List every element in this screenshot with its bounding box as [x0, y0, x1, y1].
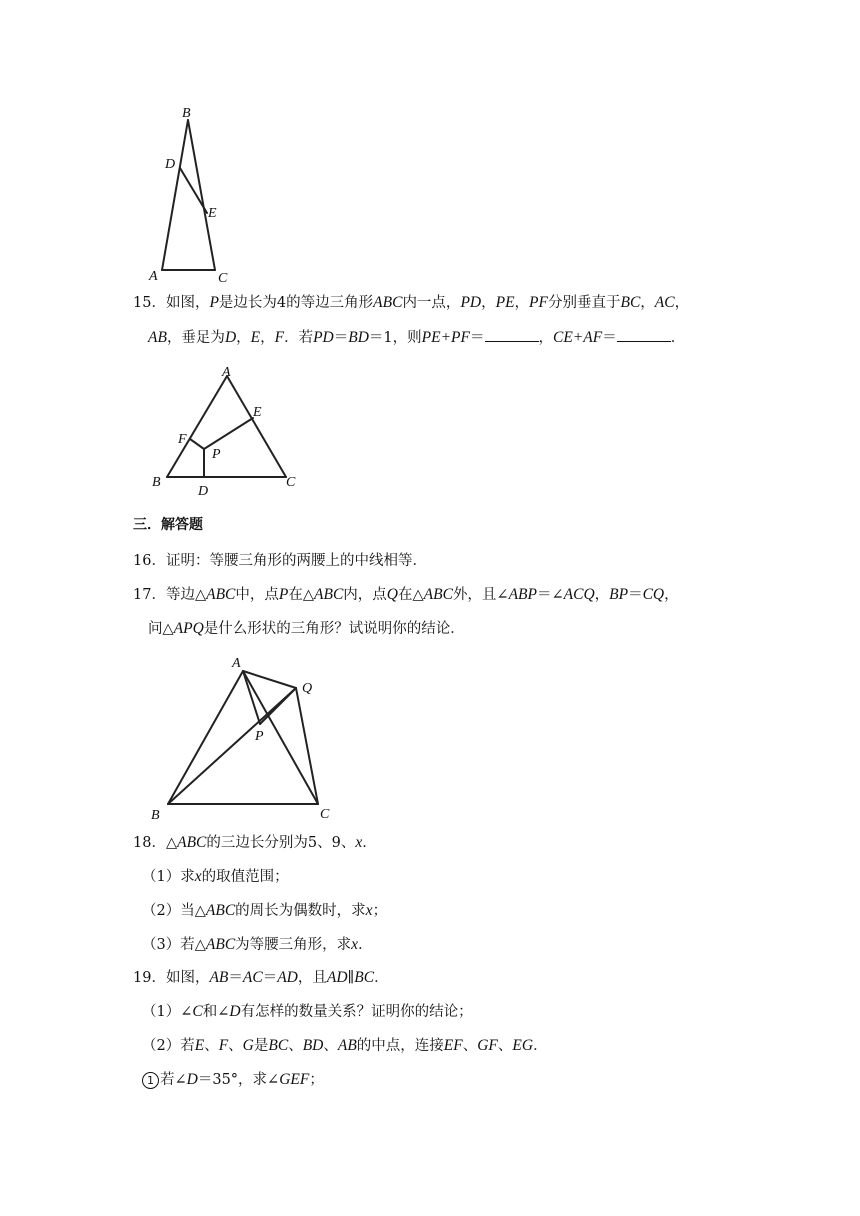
text: 等边△ [165, 587, 207, 603]
segment-ab [168, 671, 243, 804]
var: CE+AF [553, 329, 603, 346]
text: 在△ [288, 587, 315, 603]
var: AD [326, 969, 348, 986]
var: ABC [177, 834, 207, 851]
text: ， [664, 587, 679, 603]
text: ， [640, 295, 655, 311]
var: ABC [423, 586, 453, 603]
text: 的周长为偶数时，求 [235, 903, 366, 919]
segment-pq [260, 688, 296, 724]
text: 中，点 [235, 587, 279, 603]
var: x [355, 834, 363, 851]
segment-bc [188, 120, 215, 270]
var: C [192, 1003, 203, 1020]
q18-sub2 [142, 901, 387, 921]
text: ＝35°，求∠ [197, 1072, 280, 1088]
circled-number: 1 [142, 1072, 159, 1089]
text: 是什么形状的三角形？试说明你的结论． [203, 621, 465, 637]
text: 是边长为4的等边三角形 [218, 295, 374, 311]
figure-q14-svg [140, 100, 250, 290]
text: ，垂足为 [166, 330, 225, 346]
text: 如图， [165, 970, 210, 986]
text: 的取值范围； [201, 869, 289, 885]
question-number: 16． [133, 553, 166, 569]
var: E [194, 1037, 205, 1054]
var: AB [337, 1037, 357, 1054]
label-f: F [178, 432, 187, 447]
label-b: B [152, 475, 161, 490]
figure-q15 [150, 360, 310, 500]
figure-q14 [140, 100, 250, 290]
q19-line1 [133, 968, 389, 988]
label-c: C [320, 807, 330, 822]
answer-blank-2[interactable] [617, 327, 671, 342]
var: APQ [173, 620, 204, 637]
segment-ba [162, 120, 188, 270]
section-heading: 三．解答题 [133, 517, 203, 533]
text: 、 [228, 1038, 243, 1054]
text: 的中点，连接 [356, 1038, 444, 1054]
text: 和∠ [202, 1004, 230, 1020]
var: EG [512, 1037, 534, 1054]
label-b: B [182, 106, 191, 121]
text: ．若 [284, 330, 314, 346]
text: ＝ [628, 587, 643, 603]
text: 外，且∠ [452, 587, 509, 603]
text: ＝ [470, 330, 485, 346]
var: ABC [206, 586, 236, 603]
q18-sub3 [142, 935, 373, 955]
text: ＝ [262, 970, 278, 986]
text: （3）若△ [142, 937, 206, 953]
text: ． [362, 835, 377, 851]
text: 、 [288, 1038, 303, 1054]
segment-bq [168, 688, 296, 804]
text: ， [481, 295, 496, 311]
var: F [218, 1037, 229, 1054]
text: ∥ [347, 970, 355, 986]
var: CQ [642, 586, 665, 603]
var: x [194, 868, 202, 885]
q15-line2 [148, 327, 685, 348]
question-number: 15． [133, 295, 166, 311]
text: ， [594, 587, 610, 603]
text: 证明：等腰三角形的两腰上的中线相等． [165, 553, 427, 569]
segment-qc [296, 688, 318, 804]
var: Q [386, 586, 398, 603]
var: ABC [205, 902, 236, 919]
answer-blank-1[interactable] [485, 327, 539, 342]
text: ＝ [333, 330, 349, 346]
var: E [250, 329, 261, 346]
label-d: D [198, 484, 209, 499]
var: F [274, 329, 285, 346]
text: 问△ [148, 621, 174, 637]
var: PF [529, 294, 548, 311]
var: ACQ [563, 586, 595, 603]
q18-line1 [133, 833, 377, 853]
label-q: Q [302, 681, 313, 696]
var: PE+PF [421, 329, 470, 346]
var: PD [313, 329, 334, 346]
var: AC [242, 969, 263, 986]
var: P [278, 586, 289, 603]
label-b: B [151, 808, 160, 823]
text: 如图， [165, 295, 210, 311]
q18-sub1 [142, 867, 289, 887]
figure-q17-svg [148, 652, 348, 822]
text: （2）若 [142, 1038, 195, 1054]
text: 、 [204, 1038, 219, 1054]
text: △ [165, 835, 178, 851]
text: 、 [323, 1038, 338, 1054]
text: （2）当△ [142, 903, 206, 919]
var: D [229, 1003, 241, 1020]
text: 是 [253, 1038, 269, 1054]
question-number: 18． [133, 835, 166, 851]
var: ABC [314, 586, 344, 603]
var: AB [148, 329, 167, 346]
text: 的三边长分别为5、9、 [206, 835, 356, 851]
var: G [242, 1037, 254, 1054]
text: ， [236, 330, 251, 346]
var: BC [354, 969, 375, 986]
q16 [133, 551, 427, 571]
var: D [186, 1071, 198, 1088]
var: BC [620, 294, 641, 311]
q19-sub1 [142, 1002, 473, 1022]
var: BD [302, 1037, 324, 1054]
var: AB [209, 969, 229, 986]
label-c: C [286, 475, 296, 490]
var: ABC [373, 294, 403, 311]
text: ． [374, 970, 389, 986]
var: EF [443, 1037, 463, 1054]
label-e: E [208, 206, 217, 221]
var: BD [348, 329, 369, 346]
var: PD [460, 294, 482, 311]
text: ，且 [297, 970, 327, 986]
label-p: P [212, 447, 221, 462]
text: （1）∠ [142, 1004, 193, 1020]
var: BP [609, 586, 629, 603]
var: GF [477, 1037, 498, 1054]
text: 若∠ [160, 1072, 187, 1088]
question-number: 19． [133, 970, 166, 986]
text: ， [674, 295, 690, 311]
text: ＝1，则 [368, 330, 422, 346]
var: ABC [205, 936, 236, 953]
text: ＝∠ [537, 587, 564, 603]
var: AD [277, 969, 298, 986]
text: 内，点 [343, 587, 387, 603]
text: 为等腰三角形，求 [235, 937, 352, 953]
label-c: C [218, 271, 228, 286]
label-d: D [165, 157, 176, 172]
var: BC [268, 1037, 289, 1054]
var: AC [654, 294, 675, 311]
text: ． [358, 937, 373, 953]
label-a: A [149, 269, 158, 284]
q17-line2 [148, 619, 465, 639]
label-a: A [232, 656, 241, 671]
q15-line1 [133, 293, 689, 313]
text: ． [533, 1038, 548, 1054]
q19-sub2 [142, 1036, 548, 1056]
text: 、 [497, 1038, 513, 1054]
var: PE [495, 294, 515, 311]
label-a: A [222, 365, 231, 380]
figure-q15-svg [150, 360, 310, 500]
q17-line1 [133, 585, 679, 605]
segment-de [180, 168, 207, 213]
text: ． [670, 330, 686, 346]
text: ＝ [602, 330, 617, 346]
text: 分别垂直于 [547, 295, 621, 311]
q19-sub3 [142, 1070, 324, 1090]
label-e: E [253, 405, 262, 420]
var: GEF [279, 1071, 310, 1088]
figure-q17 [148, 652, 348, 822]
question-number: 17． [133, 587, 166, 603]
text: （1）求 [142, 869, 195, 885]
segment-pe [204, 418, 253, 449]
text: ； [309, 1072, 324, 1088]
segment-pf [190, 439, 204, 449]
var: x [365, 902, 373, 919]
text: 内一点， [402, 295, 461, 311]
text: 有怎样的数量关系？证明你的结论； [240, 1004, 473, 1020]
var: D [224, 329, 237, 346]
var: ABP [508, 586, 537, 603]
var: x [351, 936, 359, 953]
label-p: P [255, 729, 264, 744]
var: P [209, 294, 219, 311]
text: ， [260, 330, 275, 346]
segment-ac [227, 376, 286, 477]
text: ＝ [228, 970, 243, 986]
text: ， [514, 295, 530, 311]
text: 在△ [398, 587, 424, 603]
text: 、 [462, 1038, 478, 1054]
text: ， [538, 330, 553, 346]
text: ； [372, 903, 388, 919]
